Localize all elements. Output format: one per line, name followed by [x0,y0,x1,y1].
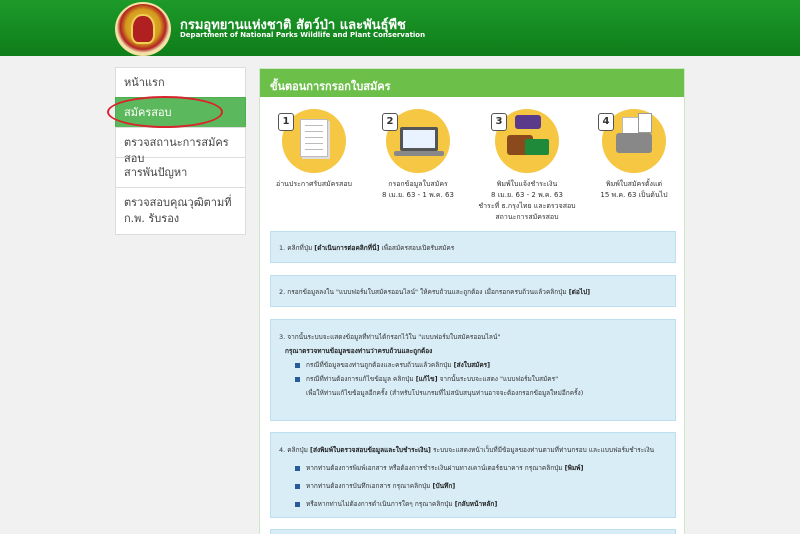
site-title-english: Department of National Parks Wildlife and Plant Conservation [180,31,426,39]
list-item [295,372,667,386]
sidebar-nav [115,68,246,235]
step-1 [274,109,354,190]
home-button-ref: [กลับหน้าหลัก] [454,500,498,508]
next-button-ref: [ต่อไป] [568,288,591,296]
list-item [295,461,667,475]
sidebar-item-label: สารพันปัญหา [124,166,188,179]
step-3 [478,109,576,223]
sidebar-item-label: ตรวจสอบคุณวุฒิตามที่ ก.พ. รับรอง [124,196,232,225]
instruction-text: 1. คลิกที่ปุ่ม [279,244,315,252]
step-number: 2 [382,113,398,131]
sidebar-item-label: หน้าแรก [124,76,165,89]
bullet-text: หากท่านต้องการพิมพ์เอกสาร หรือต้องการชำระเงินผ่านทางเคาน์เตอร์ธนาคาร กรุณาคลิกปุ่ม [306,464,565,472]
proceed-link[interactable]: [ดำเนินการต่อคลิกที่นี่] [314,244,380,252]
instruction-note: เพื่อให้ท่านแก้ไขข้อมูลอีกครั้ง (สำหรับโปรแกรมที่ไม่สนับสนุนท่านอาจจะต้องกรอกข้อมูลใหม่อีกครั้ง) [306,389,584,397]
print-check-button-ref: [ส่งพิมพ์ใบตรวจสอบข้อมูลและใบชำระเงิน] [310,446,431,454]
instruction-text: 2. กรอกข้อมูลลงใน "แบบฟอร์มใบสมัครออนไลน์" ให้ครบถ้วนและถูกต้อง เมื่อกรอกครบถ้วนแล้วคลิกปุ่ม [279,288,569,296]
sidebar-item-check-status[interactable] [115,127,246,165]
sidebar-item-label: สมัครสอบ [124,106,172,119]
step-dates: 8 เม.ย. 63 - 1 พ.ค. 63 [382,191,454,199]
save-button-ref: [บันทึก] [432,482,456,490]
bullet-text: หากท่านต้องการบันทึกเอกสาร กรุณาคลิกปุ่ม [306,482,433,490]
step-caption: พิมพ์ใบสมัครตั้งแต่ [605,180,663,188]
submit-button-ref: [ส่งใบสมัคร] [453,361,491,369]
department-seal-logo[interactable] [115,2,171,56]
step-dates: 8 เม.ย. 63 - 2 พ.ค. 63 [491,191,563,199]
instruction-box-3 [270,319,676,421]
instruction-box-5 [270,529,676,534]
step-caption: กรอกข้อมูลใบสมัคร [388,180,448,188]
step-number: 1 [278,113,294,131]
document-icon [282,109,346,173]
instruction-text: 3. จากนั้นระบบจะแสดงข้อมูลที่ท่านได้กรอกไว้ใน "แบบฟอร์มใบสมัครออนไลน์" [279,333,501,341]
highlight-annotation [107,96,223,128]
list-item [295,497,667,511]
list-item [295,358,667,372]
printer-icon [602,109,666,173]
edit-button-ref: [แก้ไข] [415,375,438,383]
instruction-text: ระบบจะแสดงหน้าเว็บที่มีข้อมูลของท่านตามที่ท่านกรอบ และแบบฟอร์มชำระเงิน [430,446,655,454]
bullet-text: หรือหากท่านไม่ต้องการดำเนินการใดๆ กรุณาคลิกปุ่ม [306,500,455,508]
print-button-ref: [พิมพ์] [564,464,584,472]
instruction-text: เพื่อสมัครสอบเปิดรับสมัคร [379,244,455,252]
payment-icon [495,109,559,173]
bullet-text: จากนั้นระบบจะแสดง "แบบฟอร์มใบสมัคร" [437,375,559,383]
step-detail: ชำระที่ ธ.กรุงไทย และตรวจสอบ [478,202,576,210]
laptop-icon [386,109,450,173]
step-detail: สถานะการสมัครสอบ [495,213,559,221]
step-dates: 15 พ.ค. 63 เป็นต้นไป [600,191,668,199]
step-caption: พิมพ์ใบแจ้งชำระเงิน [496,180,558,188]
sidebar-item-qualification[interactable] [115,187,246,235]
instruction-text: 4. คลิกปุ่ม [279,446,311,454]
step-caption: อ่านประกาศรับสมัครสอบ [276,180,352,188]
main-panel [259,68,685,534]
step-number: 4 [598,113,614,131]
site-header [0,0,800,56]
bullet-text: กรณีที่ข้อมูลของท่านถูกต้องและครบถ้วนแล้วคลิกปุ่ม [306,361,454,369]
instruction-subtitle: กรุณาตรวจทานข้อมูลของท่านว่าครบถ้วนและถูกต้อง [285,347,433,355]
sidebar-item-home[interactable] [115,67,246,98]
instruction-box-4 [270,432,676,518]
step-4 [594,109,674,201]
bullet-text: กรณีที่ท่านต้องการแก้ไขข้อมูล คลิกปุ่ม [306,375,416,383]
sidebar-item-label: ตรวจสถานะการสมัครสอบ [124,136,229,165]
instruction-box-1 [270,231,676,263]
site-title-thai: กรมอุทยานแห่งชาติ สัตว์ป่า และพันธุ์พืช [180,18,406,33]
step-2 [378,109,458,201]
panel-heading: ขั้นตอนการกรอกใบสมัคร [260,69,684,97]
instruction-box-2 [270,275,676,307]
step-number: 3 [491,113,507,131]
list-item [295,479,667,493]
